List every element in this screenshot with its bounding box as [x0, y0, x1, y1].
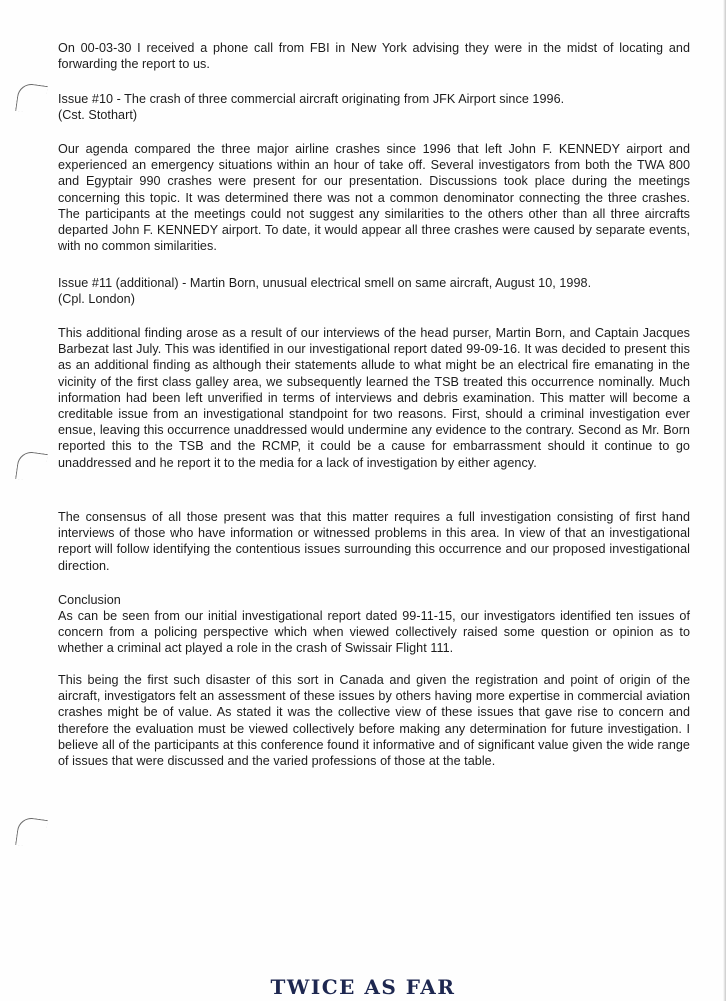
- paragraph-text: As can be seen from our initial investigational report dated 99-11-15, our investigators identified ten issues of concern from a policing perspective which when viewed collectively raised some question or opinion as to whether a criminal act played a role in the crash of Swissair Flight 111.: [58, 609, 690, 656]
- paragraph-jfk-crashes: [58, 141, 690, 254]
- paragraph-electrical-smell: [58, 325, 690, 471]
- paragraph-consensus: [58, 509, 690, 574]
- paragraph-conclusion: [58, 608, 690, 657]
- paragraph-text: This additional finding arose as a result of our interviews of the head purser, Martin Born, and Captain Jacques Barbezat last July. This was identified in our investigational report dated 99-09-16. It was decided to present this as an additional finding as although their statements allude to what might be an electrical fire emanating in the vicinity of the first class galley area, we subsequently learned the TSB treated this occurrence nominally. Much information had been left unverified in terms of interviews and debris examination. This matter will become a creditable issue from an investigational standpoint for two reasons. First, should a criminal investigation ever ensue, leaving this occurrence unaddressed would undermine any evidence to the contrary. Second as Mr. Born reported this to the TSB and the RCMP, it could be a cause for embarrassment should it continue to go unaddressed and he report it to the media for a lack of investigation by either agency.: [58, 326, 690, 470]
- footer-banner: TWICE AS FAR: [270, 975, 456, 999]
- paragraph-fbi-call: [58, 40, 690, 72]
- paragraph-final-assessment: [58, 672, 690, 769]
- issue-title: Issue #10 - The crash of three commercial aircraft originating from JFK Airport since 1996.: [58, 92, 565, 106]
- paragraph-text: This being the first such disaster of this sort in Canada and given the registration and point of origin of the aircraft, investigators felt an assessment of these issues by others having more expertise in commercial aviation crashes might be of value. As stated it was the collective view of these issues that gave rise to concern and therefore the evaluation must be viewed collectively before making any determination for future investigation. I believe all of the participants at this conference found it informative and of significant value given the wide range of issues that were discussed and the varied professions of those at the table.: [58, 673, 690, 769]
- issue-author: (Cpl. London): [58, 292, 135, 307]
- issue-title: Issue #11 (additional) - Martin Born, unusual electrical smell on same aircraft, August 10, 1998.: [58, 276, 592, 290]
- punch-hole-mark: [15, 450, 48, 483]
- punch-hole-mark: [15, 82, 48, 115]
- issue-10-heading: [58, 91, 690, 123]
- conclusion-heading: [58, 592, 690, 608]
- section-heading: Conclusion: [58, 593, 121, 607]
- paragraph-text: On 00-03-30 I received a phone call from FBI in New York advising they were in the midst of locating and forwarding the report to us.: [58, 41, 690, 72]
- punch-hole-mark: [15, 816, 48, 849]
- issue-author: (Cst. Stothart): [58, 108, 138, 123]
- paragraph-text: Our agenda compared the three major airline crashes since 1996 that left John F. KENNEDY airport and experienced an emergency situations within an hour of take off. Several investigators from both the TWA 800 and Egyptair 990 crashes were present for our presentation. Discussions took place during the meetings concerning this topic. It was determined there was not a common denominator connecting the three crashes. The participants at the meetings could not suggest any similarities to the others other than all three aircrafts departed John F. KENNEDY airport. To date, it would appear all three crashes were caused by separate events, with no common similarities.: [58, 142, 690, 254]
- paragraph-text: The consensus of all those present was that this matter requires a full investigation consisting of first hand interviews of those who have information or witnessed problems in this area. In view of that an investigational report will follow identifying the contentious issues surrounding this occurrence and our proposed investigational direction.: [58, 510, 690, 573]
- issue-11-heading: [58, 275, 690, 307]
